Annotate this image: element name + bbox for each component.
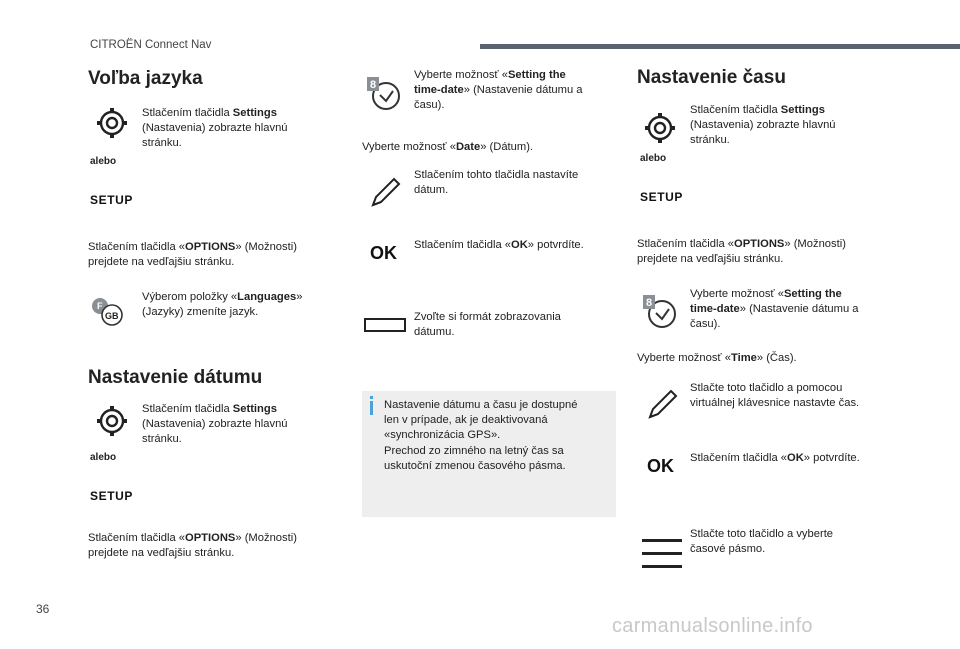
page-number: 36 — [36, 602, 50, 616]
date-pencil-instruction: Stlačením tohto tlačidla nastavíte dátum. — [414, 169, 579, 197]
settings-instruction-2: Stlačením tlačidla Settings (Nastavenia) zobrazte hlavnú stránku. — [142, 403, 288, 446]
setting-time-date-instruction: Vyberte možnosť «Setting the time-date» (Nastavenie dátumu a času). — [414, 69, 583, 112]
info-icon-bar — [370, 401, 373, 415]
or-label: alebo — [90, 156, 117, 167]
header-bar — [480, 44, 960, 49]
pencil-icon — [645, 388, 679, 422]
time-select-instruction: Vyberte možnosť «Time» (Čas). — [637, 352, 797, 364]
date-format-instruction: Zvoľte si formát zobrazovania dátumu. — [414, 311, 561, 339]
setup-button-label-2: SETUP — [90, 489, 134, 503]
settings-instruction: Stlačením tlačidla Settings (Nastavenia) zobrazte hlavnú stránku. — [142, 107, 288, 150]
time-ok-instruction: Stlačením tlačidla «OK» potvrdíte. — [690, 452, 860, 464]
date-select-instruction: Vyberte možnosť «Date» (Dátum). — [362, 141, 534, 153]
language-flag-icon — [90, 296, 126, 328]
header-label: CITROËN Connect Nav — [90, 39, 212, 51]
date-section-title: Nastavenie dátumu — [88, 367, 263, 388]
menu-list-icon — [642, 537, 682, 571]
info-text: Nastavenie dátumu a času je dostupné len v prípade, ak je deaktivovaná «synchronizácia GPS». Prechod zo zimného na letný čas sa uskutoční zmenou časového pásma. — [384, 399, 578, 472]
clock-badge-icon — [366, 76, 404, 112]
time-setting-time-date-instruction: Vyberte možnosť «Setting the time-date» (Nastavenie dátumu a času). — [690, 288, 859, 331]
svg-text:GB: GB — [105, 311, 119, 321]
info-icon — [370, 396, 373, 399]
time-section-title: Nastavenie času — [637, 67, 786, 88]
time-pencil-instruction: Stlačte toto tlačidlo a pomocou virtuálnej klávesnice nastavte čas. — [690, 382, 860, 410]
options-instruction: Stlačením tlačidla «OPTIONS» (Možnosti) prejdete na vedľajšiu stránku. — [88, 241, 297, 269]
svg-text:8: 8 — [646, 297, 653, 309]
ok-instruction: Stlačením tlačidla «OK» potvrdíte. — [414, 239, 584, 251]
time-options-instruction: Stlačením tlačidla «OPTIONS» (Možnosti) prejdete na vedľajšiu stránku. — [637, 238, 846, 266]
time-zone-instruction: Stlačte toto tlačidlo a vyberte časové pásmo. — [690, 528, 834, 556]
watermark: carmanualsonline.info — [612, 615, 813, 637]
ok-button-label: OK — [370, 243, 397, 263]
svg-text:F: F — [97, 301, 103, 311]
setup-button-label: SETUP — [90, 193, 134, 207]
or-label-2: alebo — [90, 452, 117, 463]
svg-text:8: 8 — [370, 79, 377, 91]
language-section-title: Voľba jazyka — [88, 68, 203, 89]
setup-button-label-3: SETUP — [640, 190, 684, 204]
options-instruction-2: Stlačením tlačidla «OPTIONS» (Možnosti) prejdete na vedľajšiu stránku. — [88, 532, 297, 560]
clock-badge-icon — [642, 294, 680, 330]
ok-button-label-2: OK — [647, 456, 674, 476]
gear-icon — [96, 405, 128, 437]
gear-icon — [96, 107, 128, 139]
languages-instruction: Výberom položky «Languages» (Jazyky) zmeníte jazyk. — [142, 291, 303, 319]
pencil-icon — [368, 176, 402, 210]
time-settings-instruction: Stlačením tlačidla Settings (Nastavenia) zobrazte hlavnú stránku. — [690, 104, 836, 147]
or-label-3: alebo — [640, 153, 667, 164]
format-selector-icon — [364, 318, 406, 332]
gear-icon — [644, 112, 676, 144]
